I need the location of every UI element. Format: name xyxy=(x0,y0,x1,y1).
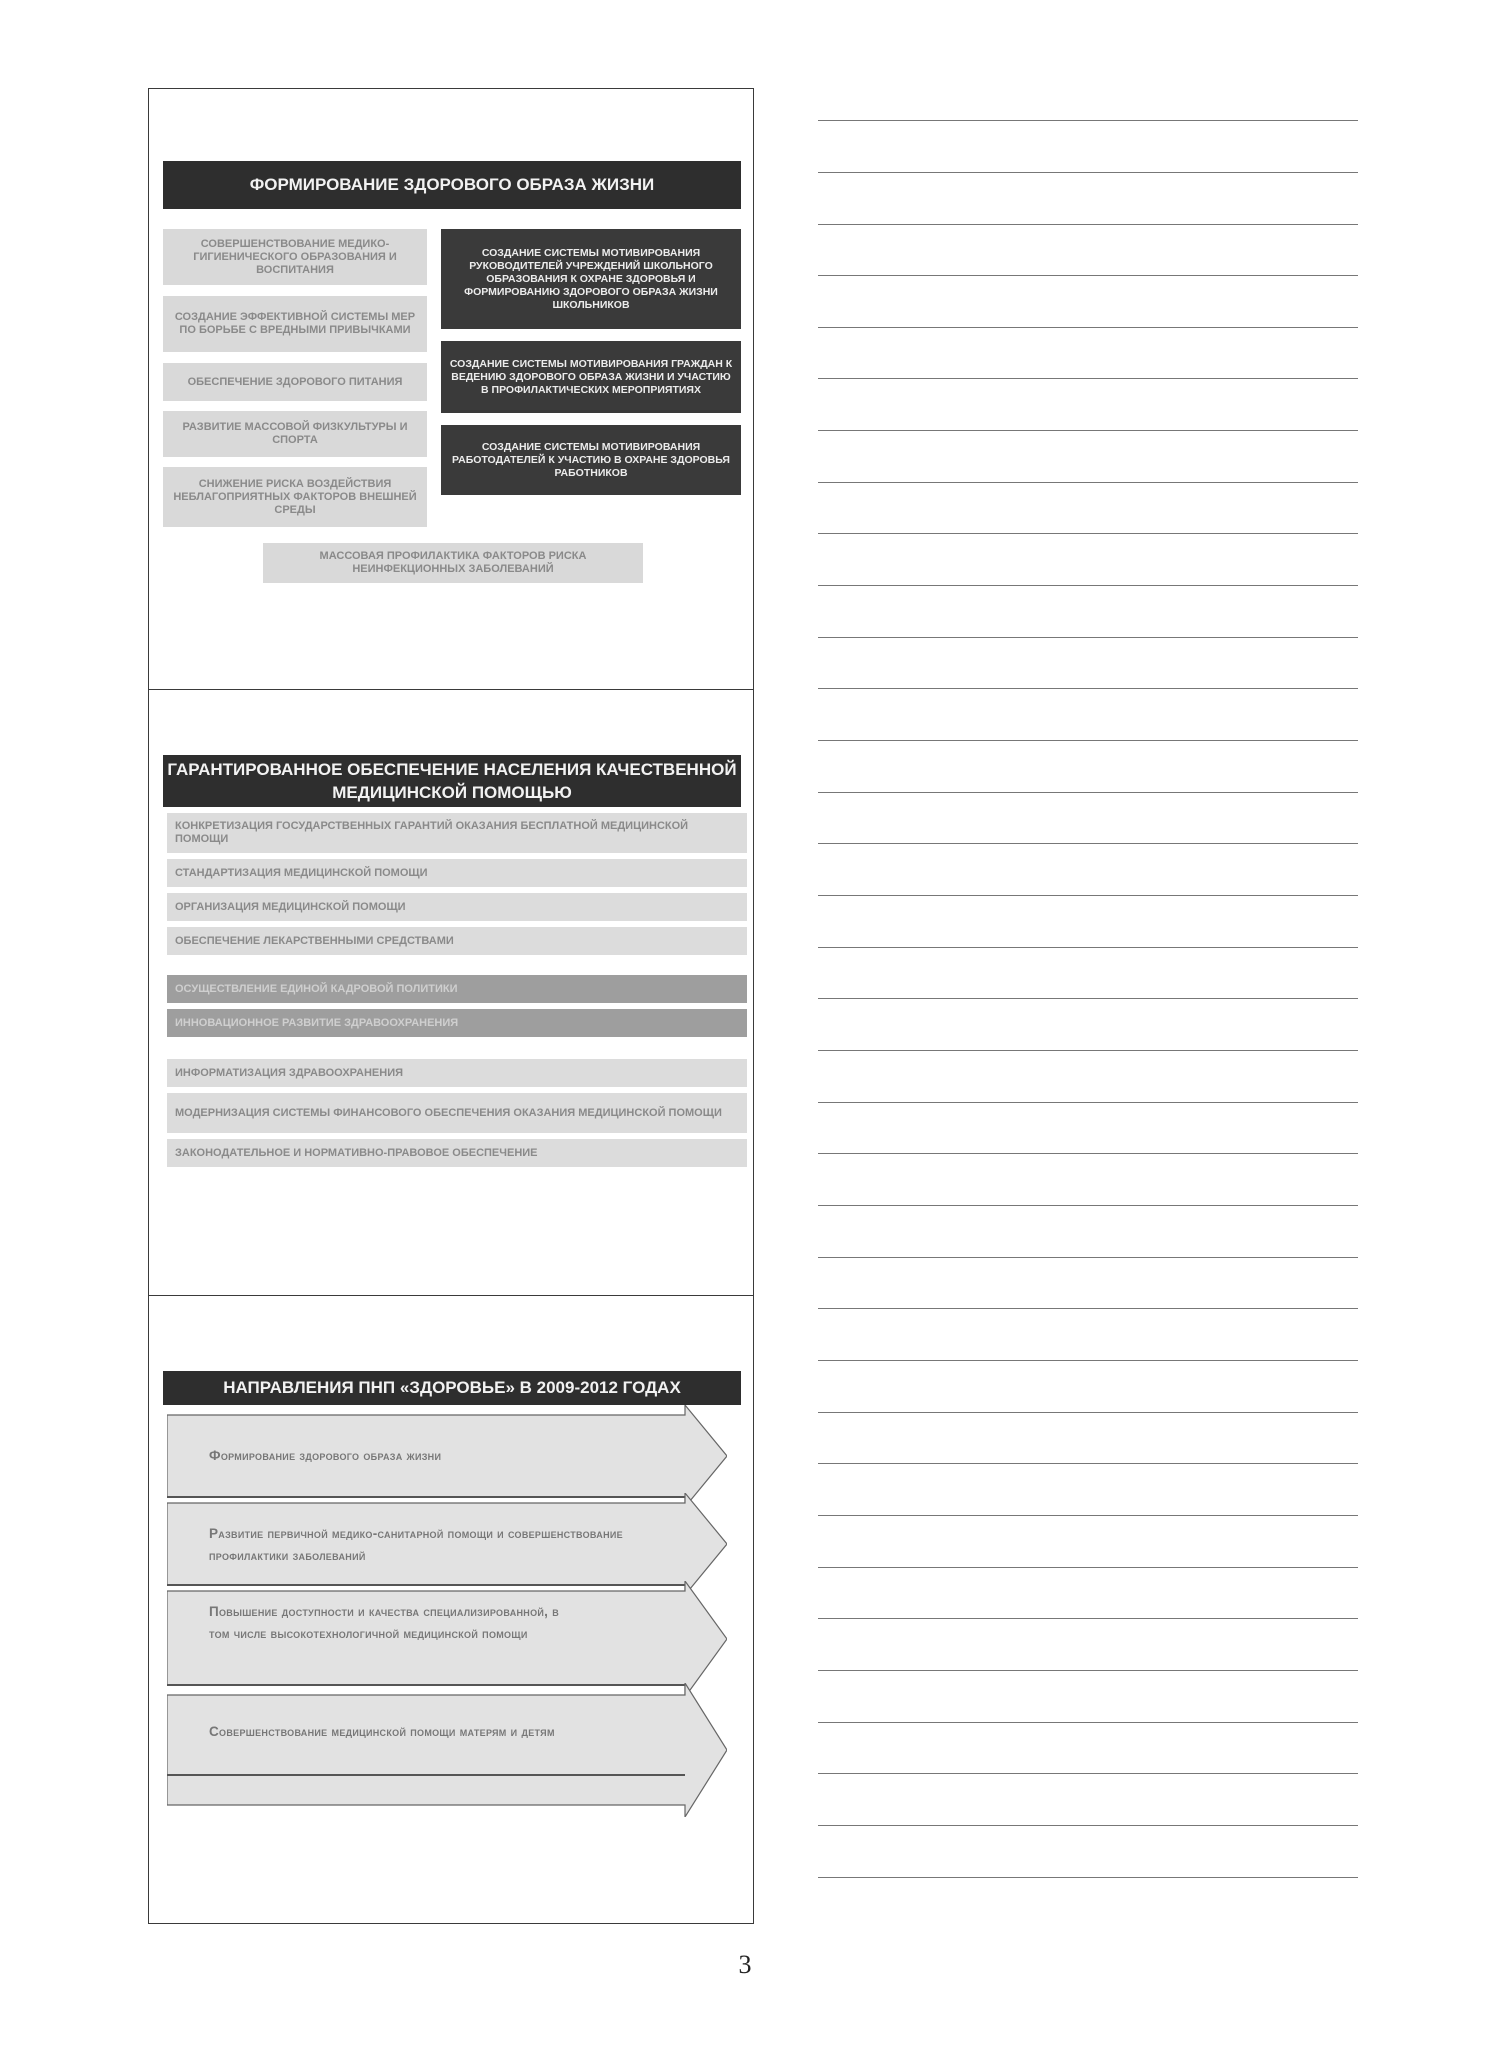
note-line xyxy=(818,1360,1358,1361)
slide-3-item-text: Повышение доступности и качества специализированной, в том числе высокотехнологичной медицинской помощи xyxy=(209,1604,560,1641)
note-line xyxy=(818,482,1358,483)
slide-1 xyxy=(149,89,753,689)
slide-2-title: ГАРАНТИРОВАННОЕ ОБЕСПЕЧЕНИЕ НАСЕЛЕНИЯ КАЧЕСТВЕННОЙ МЕДИЦИНСКОЙ ПОМОЩЬЮ xyxy=(163,755,741,807)
slide-1-left-item: СНИЖЕНИЕ РИСКА ВОЗДЕЙСТВИЯ НЕБЛАГОПРИЯТНЫХ ФАКТОРОВ ВНЕШНЕЙ СРЕДЫ xyxy=(163,467,427,527)
note-line xyxy=(818,1670,1358,1671)
note-line xyxy=(818,1515,1358,1516)
slide-3-arrow-item xyxy=(167,1683,727,1817)
note-line xyxy=(818,792,1358,793)
note-line xyxy=(818,378,1358,379)
slide-1-left-item: ОБЕСПЕЧЕНИЕ ЗДОРОВОГО ПИТАНИЯ xyxy=(163,363,427,401)
slide-2-row: ИННОВАЦИОННОЕ РАЗВИТИЕ ЗДРАВООХРАНЕНИЯ xyxy=(167,1009,747,1037)
slide-2-row: СТАНДАРТИЗАЦИЯ МЕДИЦИНСКОЙ ПОМОЩИ xyxy=(167,859,747,887)
note-line xyxy=(818,224,1358,225)
slide-1-left-item: СОЗДАНИЕ ЭФФЕКТИВНОЙ СИСТЕМЫ МЕР ПО БОРЬБЕ С ВРЕДНЫМИ ПРИВЫЧКАМИ xyxy=(163,296,427,352)
note-line xyxy=(818,1825,1358,1826)
slide-1-right-item: СОЗДАНИЕ СИСТЕМЫ МОТИВИРОВАНИЯ РАБОТОДАТЕЛЕЙ К УЧАСТИЮ В ОХРАНЕ ЗДОРОВЬЯ РАБОТНИКОВ xyxy=(441,425,741,495)
note-line xyxy=(818,172,1358,173)
note-line xyxy=(818,1257,1358,1258)
note-line xyxy=(818,585,1358,586)
note-line xyxy=(818,1308,1358,1309)
note-line xyxy=(818,1412,1358,1413)
note-line xyxy=(818,120,1358,121)
slide-3-item-text: Развитие первичной медико-санитарной помощи и совершенствование профилактики заболеваний xyxy=(209,1526,623,1563)
note-line xyxy=(818,533,1358,534)
slides-column xyxy=(148,88,754,1924)
slide-1-left-item: РАЗВИТИЕ МАССОВОЙ ФИЗКУЛЬТУРЫ И СПОРТА xyxy=(163,411,427,457)
slide-2-row: ОСУЩЕСТВЛЕНИЕ ЕДИНОЙ КАДРОВОЙ ПОЛИТИКИ xyxy=(167,975,747,1003)
note-line xyxy=(818,1463,1358,1464)
note-line xyxy=(818,1567,1358,1568)
note-line xyxy=(818,688,1358,689)
note-line xyxy=(818,1205,1358,1206)
slide-1-bottom-item: МАССОВАЯ ПРОФИЛАКТИКА ФАКТОРОВ РИСКА НЕИНФЕКЦИОННЫХ ЗАБОЛЕВАНИЙ xyxy=(263,543,643,583)
note-line xyxy=(818,1877,1358,1878)
slide-2-row: ЗАКОНОДАТЕЛЬНОЕ И НОРМАТИВНО-ПРАВОВОЕ ОБЕСПЕЧЕНИЕ xyxy=(167,1139,747,1167)
note-line xyxy=(818,998,1358,999)
slide-1-right-item: СОЗДАНИЕ СИСТЕМЫ МОТИВИРОВАНИЯ ГРАЖДАН К ВЕДЕНИЮ ЗДОРОВОГО ОБРАЗА ЖИЗНИ И УЧАСТИЮ В ПРОФИЛАКТИЧЕСКИХ МЕРОПРИЯТИЯХ xyxy=(441,341,741,413)
slide-3-item-text: Совершенствование медицинской помощи матерям и детям xyxy=(209,1724,555,1739)
slide-2-row: ОБЕСПЕЧЕНИЕ ЛЕКАРСТВЕННЫМИ СРЕДСТВАМИ xyxy=(167,927,747,955)
note-line xyxy=(818,1102,1358,1103)
slide-3-title: НАПРАВЛЕНИЯ ПНП «ЗДОРОВЬЕ» В 2009-2012 ГОДАХ xyxy=(163,1371,741,1405)
note-line xyxy=(818,947,1358,948)
note-line xyxy=(818,275,1358,276)
slide-3-item-text: Формирование здорового образа жизни xyxy=(209,1448,442,1463)
slide-2-row: МОДЕРНИЗАЦИЯ СИСТЕМЫ ФИНАНСОВОГО ОБЕСПЕЧЕНИЯ ОКАЗАНИЯ МЕДИЦИНСКОЙ ПОМОЩИ xyxy=(167,1093,747,1133)
note-line xyxy=(818,1153,1358,1154)
slide-2-row: КОНКРЕТИЗАЦИЯ ГОСУДАРСТВЕННЫХ ГАРАНТИЙ ОКАЗАНИЯ БЕСПЛАТНОЙ МЕДИЦИНСКОЙ ПОМОЩИ xyxy=(167,813,747,853)
note-line xyxy=(818,895,1358,896)
slide-3-arrow-item xyxy=(167,1493,727,1595)
note-line xyxy=(818,637,1358,638)
slide-2-row: ИНФОРМАТИЗАЦИЯ ЗДРАВООХРАНЕНИЯ xyxy=(167,1059,747,1087)
slide-1-title: ФОРМИРОВАНИЕ ЗДОРОВОГО ОБРАЗА ЖИЗНИ xyxy=(163,161,741,209)
slide-3-arrow-item xyxy=(167,1405,727,1507)
arrow-shape xyxy=(167,1683,727,1817)
note-line xyxy=(818,1050,1358,1051)
note-line xyxy=(818,430,1358,431)
slide-2-row: ОРГАНИЗАЦИЯ МЕДИЦИНСКОЙ ПОМОЩИ xyxy=(167,893,747,921)
slide-1-left-item: СОВЕРШЕНСТВОВАНИЕ МЕДИКО-ГИГИЕНИЧЕСКОГО ОБРАЗОВАНИЯ И ВОСПИТАНИЯ xyxy=(163,229,427,285)
note-line xyxy=(818,327,1358,328)
slide-3-arrow-item xyxy=(167,1581,727,1697)
slide-2 xyxy=(149,689,753,1295)
slide-3 xyxy=(149,1295,753,1923)
note-line xyxy=(818,843,1358,844)
slide-1-right-item: СОЗДАНИЕ СИСТЕМЫ МОТИВИРОВАНИЯ РУКОВОДИТЕЛЕЙ УЧРЕЖДЕНИЙ ШКОЛЬНОГО ОБРАЗОВАНИЯ К ОХРАНЕ ЗДОРОВЬЯ И ФОРМИРОВАНИЮ ЗДОРОВОГО ОБРАЗА ЖИЗНИ ШКОЛЬНИКОВ xyxy=(441,229,741,329)
note-line xyxy=(818,1722,1358,1723)
note-line xyxy=(818,1618,1358,1619)
page-number: 3 xyxy=(738,1950,752,1979)
note-line xyxy=(818,1773,1358,1774)
note-line xyxy=(818,740,1358,741)
notes-area xyxy=(818,0,1358,2050)
